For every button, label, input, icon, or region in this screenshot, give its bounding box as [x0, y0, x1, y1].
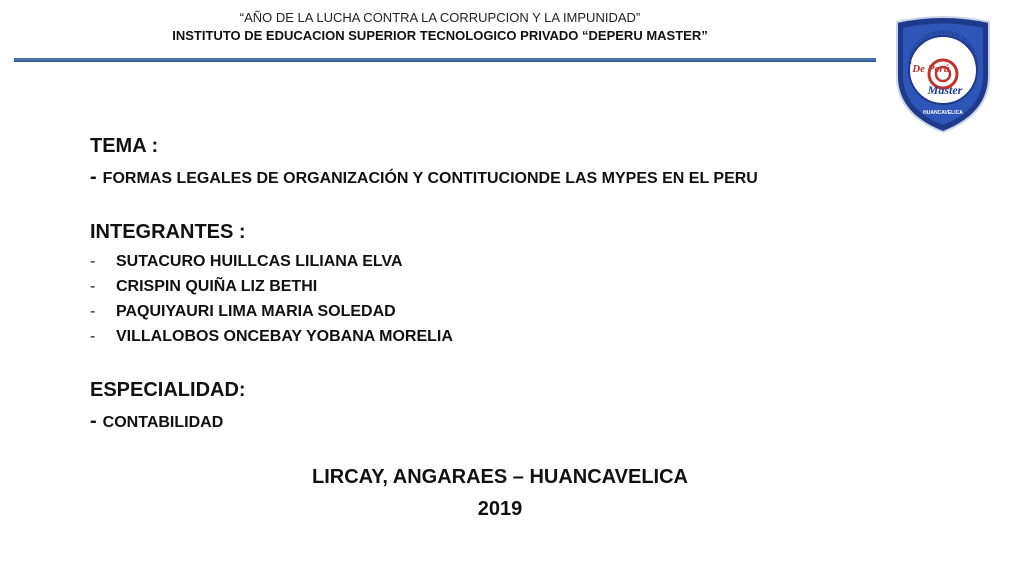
year-motto: “AÑO DE LA LUCHA CONTRA LA CORRUPCION Y LA IMPUNIDAD”	[239, 10, 641, 25]
tema-dash: -	[90, 166, 97, 188]
member-name: SUTACURO HUILLCAS LILIANA ELVA	[116, 253, 403, 270]
list-bullet: -	[90, 328, 96, 345]
integrantes-list	[90, 249, 453, 349]
member-name: CRISPIN QUIÑA LIZ BETHI	[116, 278, 318, 295]
institute-name: INSTITUTO DE EDUCACION SUPERIOR TECNOLOGICO PRIVADO “DEPERU MASTER”	[172, 28, 708, 43]
logo-ring-text: E EDUCACIÓN SUPERIOR TECNOLOGI	[907, 29, 979, 65]
member-name: VILLALOBOS ONCEBAY YOBANA MORELIA	[116, 328, 453, 345]
especialidad-description	[90, 410, 223, 434]
tema-heading: TEMA :	[90, 135, 159, 157]
especialidad-text: CONTABILIDAD	[102, 414, 224, 431]
list-bullet: -	[90, 253, 96, 270]
logo-name-top: De Perú	[912, 63, 950, 75]
member-name: PAQUIYAURI LIMA MARIA SOLEDAD	[116, 303, 396, 320]
list-bullet: -	[90, 278, 96, 295]
header-divider	[14, 58, 876, 61]
list-item	[90, 249, 453, 274]
tema-text: FORMAS LEGALES DE ORGANIZACIÓN Y CONTITUCIONDE LAS MYPES EN EL PERU	[102, 170, 758, 187]
list-item	[90, 324, 453, 349]
list-bullet: -	[90, 303, 96, 320]
especialidad-heading: ESPECIALIDAD:	[90, 379, 246, 401]
footer-year: 2019	[477, 498, 523, 520]
footer-location: LIRCAY, ANGARAES – HUANCAVELICA	[312, 466, 688, 488]
especialidad-dash: -	[90, 410, 97, 432]
institute-logo	[891, 14, 995, 134]
tema-description	[90, 166, 910, 190]
logo-city: HUANCAVELICA	[923, 110, 963, 116]
integrantes-heading: INTEGRANTES :	[90, 221, 246, 243]
list-item	[90, 299, 453, 324]
logo-name-bottom: Master	[927, 83, 963, 97]
list-item	[90, 274, 453, 299]
